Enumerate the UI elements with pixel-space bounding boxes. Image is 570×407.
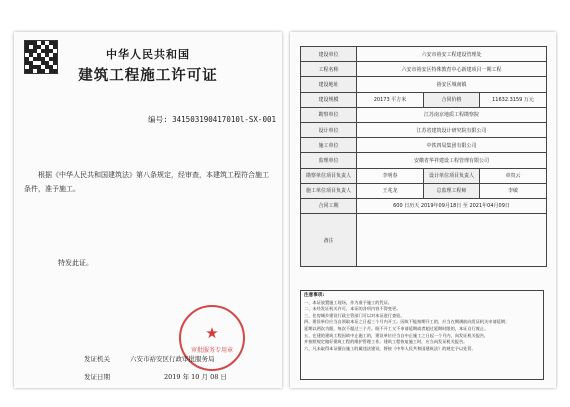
row-value: 江苏省建筑设计研究院有限公司 — [357, 122, 547, 137]
table-row — [301, 107, 547, 122]
row-label: 勘察单位项目负责人 — [301, 168, 357, 183]
table-row — [301, 77, 547, 92]
note-item: 一、本证放置施工现场，作为准予施工的凭证。 — [304, 299, 392, 305]
note-item: 三、住房城乡建设行政主管部门可以对本证进行查验。 — [304, 312, 405, 318]
table-row — [301, 198, 547, 213]
row-value: 李敏 — [480, 183, 547, 198]
row-value: 六安市裕安工程建设管理处 — [357, 47, 547, 62]
row-value: 章贵云 — [480, 168, 547, 183]
row-label: 施工单位 — [301, 138, 357, 153]
note-item: 四、建设单位应当自领取本证之日起三个月内开工。因故不能按期开工的，应当在期满前向发证机关申请延期； — [304, 319, 510, 325]
permit-front-page — [14, 32, 282, 388]
notes-section — [300, 290, 544, 380]
table-row — [301, 138, 547, 153]
table-row — [301, 183, 547, 198]
row-label: 建设地址 — [301, 77, 357, 92]
seal-star-icon: ★ — [205, 324, 219, 342]
row-value: 安徽省华祥建设工程管理有限公司 — [357, 153, 547, 168]
row-value: 20173 平方米 — [357, 92, 424, 107]
row-label: 设计单位项目负责人 — [424, 168, 480, 183]
row-label: 监理单位 — [301, 153, 357, 168]
note-item: 二、未经发证机关许可，本证的各项内容不得变更。 — [304, 306, 401, 312]
note-item: 六、凡未取得本证擅自施工的属违法建设，将按《中华人民共和国建筑法》的规定予以处罚。 — [304, 345, 476, 351]
row-label: 建设单位 — [301, 47, 357, 62]
row-label: 勘察单位 — [301, 107, 357, 122]
certificate-title: 建筑工程施工许可证 — [78, 68, 218, 84]
notes-title: 注意事项: — [304, 293, 325, 298]
remarks-value — [357, 214, 547, 267]
permit-body-text: 根据《中华人民共和国建筑法》第八条规定，经审查，本建筑工程符合施工条件，准予施工。 — [24, 171, 269, 193]
permit-details-page — [290, 32, 556, 388]
note-item: 并按照规定做好建筑工程的维护管理工作。建筑工程恢复施工时，应当向发证机关报告。 — [304, 339, 468, 345]
table-row — [301, 62, 547, 77]
row-label: 总监理工程师 — [424, 183, 480, 198]
row-label: 施工单位项目负责人 — [301, 183, 357, 198]
issue-date-label: 发证日期 — [84, 373, 110, 381]
country-heading: 中华人民共和国 — [106, 48, 190, 61]
row-value: 六安市裕安区特殊教育中心新建项目一期工程 — [357, 62, 547, 77]
row-value: 裕安区城南镇 — [357, 77, 547, 92]
certificate-number-label: 编号: — [148, 115, 168, 124]
table-row — [301, 47, 547, 62]
note-item: 延期以两次为限，每次不超过三个月。既不开工又不申请延期或者超过延期时限的，本证自行废止。 — [304, 325, 489, 331]
table-row — [301, 122, 547, 137]
row-label: 工程名称 — [301, 62, 357, 77]
row-value: 中铁四局集团有限公司 — [357, 138, 547, 153]
row-value: 江苏南京地质工程勘察院 — [357, 107, 547, 122]
certificate-number — [148, 114, 276, 125]
remarks-row — [301, 214, 547, 267]
special-note: 特发此证。 — [58, 259, 93, 267]
certificate-number-value: 341503190417010l-SX-001 — [172, 115, 276, 124]
row-value: 600 日历天 2019年09月18日 至 2021年04月09日 — [357, 198, 547, 213]
row-label: 建设规模 — [301, 92, 357, 107]
issuer-value: 六安市裕安区行政审批服务局 — [130, 355, 215, 363]
table-row — [301, 92, 547, 107]
seal-label: 审批服务专用章 — [190, 347, 233, 354]
row-value: 王兆龙 — [357, 183, 424, 198]
issue-date-value: 2019 年 10 月 08 日 — [164, 373, 227, 381]
project-info-table — [300, 46, 547, 267]
issuer-label: 发证机关 — [84, 355, 110, 363]
remarks-label: 备注 — [301, 214, 357, 267]
row-value: 李明春 — [357, 168, 424, 183]
table-row — [301, 168, 547, 183]
row-label: 合同价格 — [424, 92, 480, 107]
table-row — [301, 153, 547, 168]
row-label: 设计单位 — [301, 122, 357, 137]
note-item: 五、在建的建筑工程因故中止施工的，建设单位应当自中止施工之日起一个月内，向发证机关报告， — [304, 332, 489, 338]
row-value: 11632.3159 万元 — [480, 92, 547, 107]
row-label: 合同工期 — [301, 198, 357, 213]
